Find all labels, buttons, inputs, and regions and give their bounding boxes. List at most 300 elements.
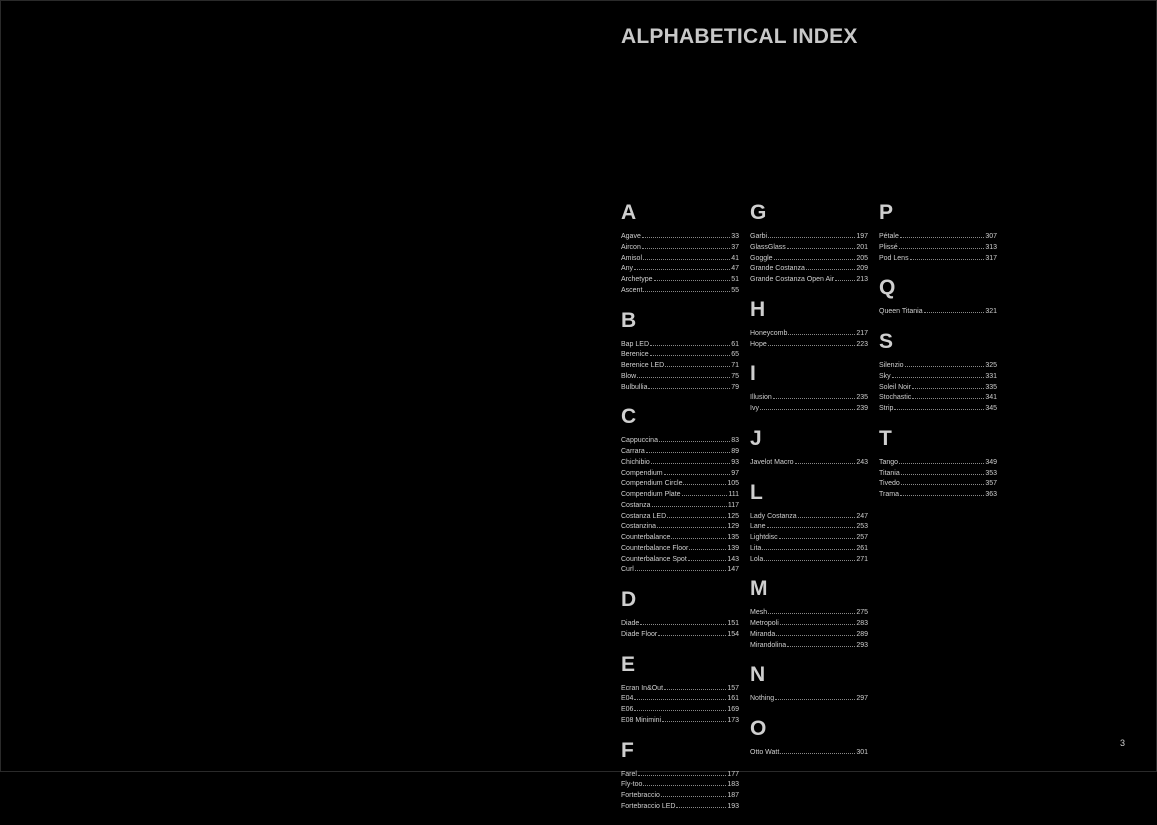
dot-leader [650, 339, 730, 346]
entry-name: Berenice LED [621, 362, 665, 369]
entry-page-number: 129 [727, 523, 739, 531]
entry-name: Diade [621, 620, 640, 627]
entry-name: Blow [621, 372, 637, 380]
dot-leader [774, 253, 856, 260]
dot-leader [892, 371, 985, 378]
dot-leader [912, 392, 984, 399]
entry-page-number: 261 [856, 544, 868, 552]
dot-leader [910, 253, 985, 260]
entry-page-number: 41 [731, 254, 739, 262]
entry-name: GlassGlass [750, 243, 786, 251]
entry-page-number: 157 [727, 684, 739, 692]
entry-name: Miranda [750, 630, 776, 638]
index-section [750, 201, 868, 285]
index-section [750, 362, 868, 414]
index-entry [621, 489, 739, 500]
dot-leader [905, 360, 985, 367]
dot-leader [924, 306, 985, 313]
index-entry [621, 618, 739, 629]
dot-leader [760, 403, 855, 410]
dot-leader [664, 468, 731, 475]
entry-page-number: 243 [856, 458, 868, 466]
index-entry [621, 478, 739, 489]
dot-leader [662, 715, 726, 722]
entry-page-number: 293 [856, 641, 868, 649]
index-section [750, 298, 868, 350]
dot-leader [646, 446, 730, 453]
entry-name: Compendium [621, 469, 663, 477]
index-entry [750, 521, 868, 532]
entry-name: Grande Costanza [750, 265, 805, 273]
entry-name: Queen Titania [879, 308, 923, 316]
entry-page-number: 363 [985, 491, 997, 498]
entry-name: Curl [621, 566, 634, 574]
section-letter: H [750, 297, 766, 321]
index-entry [621, 231, 739, 242]
dot-leader [806, 263, 855, 270]
dot-leader [648, 382, 730, 389]
index-column-1 [621, 201, 739, 825]
entry-name: Lady Costanza [750, 512, 797, 520]
entry-name: Trama [879, 491, 899, 498]
entry-name: Mirandolina [750, 641, 787, 649]
entry-page-number: 187 [727, 792, 739, 799]
dot-leader [689, 543, 726, 550]
section-letter: Q [879, 276, 896, 300]
entry-page-number: 135 [727, 534, 739, 541]
dot-leader [795, 457, 856, 464]
section-letter: L [750, 480, 763, 504]
index-entry [621, 468, 739, 479]
entry-name: E04 [621, 695, 634, 703]
entry-page-number: 197 [856, 233, 868, 240]
dot-leader [638, 769, 726, 776]
index-section [621, 405, 739, 575]
dot-leader [899, 242, 985, 249]
entry-page-number: 173 [727, 716, 739, 724]
entry-page-number: 297 [856, 695, 868, 703]
entry-page-number: 37 [731, 243, 739, 251]
dot-leader [634, 693, 726, 700]
dot-leader [643, 253, 730, 260]
entry-page-number: 239 [856, 405, 868, 412]
entry-name: Stochastic [879, 394, 912, 402]
entry-name: Nothing [750, 695, 775, 703]
index-entry [621, 349, 739, 360]
entry-page-number: 125 [727, 512, 739, 520]
entry-name: Bulbullia [621, 383, 648, 391]
index-entry [879, 403, 997, 414]
index-entry [621, 511, 739, 522]
index-entry [621, 564, 739, 575]
entry-name: Garbi [750, 233, 768, 240]
entry-name: Agave [621, 233, 641, 240]
dot-leader [899, 457, 984, 464]
dot-leader [798, 511, 856, 518]
index-entry [750, 747, 868, 758]
index-entry [621, 704, 739, 715]
index-section [879, 330, 997, 414]
entry-name: Cappuccina [621, 437, 658, 445]
dot-leader [788, 328, 855, 335]
entry-page-number: 83 [731, 437, 739, 445]
entry-page-number: 75 [731, 372, 739, 380]
entry-page-number: 55 [731, 286, 739, 294]
section-letter: D [621, 588, 637, 611]
dot-leader [835, 274, 855, 281]
entry-name: Fortebraccio [621, 792, 660, 799]
entry-name: Ecran In&Out [621, 684, 664, 692]
entry-name: Plissé [879, 243, 898, 251]
index-entry [750, 403, 868, 414]
entry-page-number: 289 [856, 630, 868, 638]
entry-page-number: 161 [727, 695, 739, 703]
index-entry [879, 231, 997, 242]
dot-leader [688, 554, 727, 561]
entry-page-number: 349 [985, 458, 997, 466]
index-entry [879, 478, 997, 489]
index-section [750, 717, 868, 758]
index-entry [879, 242, 997, 253]
entry-page-number: 357 [985, 480, 997, 488]
entry-name: Silenzio [879, 362, 904, 369]
dot-leader [900, 489, 984, 496]
entry-page-number: 283 [856, 620, 868, 627]
section-letter: N [750, 663, 766, 687]
index-entry [879, 457, 997, 468]
entry-name: Otto Watt [750, 749, 780, 756]
index-entry [621, 339, 739, 350]
entry-page-number: 51 [731, 276, 739, 283]
entry-page-number: 301 [856, 749, 868, 756]
entry-page-number: 335 [985, 383, 997, 391]
entry-page-number: 313 [985, 243, 997, 251]
index-entry [621, 683, 739, 694]
entry-page-number: 33 [731, 233, 739, 240]
dot-leader [643, 779, 726, 786]
index-entry [879, 392, 997, 403]
dot-leader [773, 392, 856, 399]
dot-leader [634, 263, 730, 270]
entry-page-number: 331 [985, 372, 997, 380]
index-entry [621, 360, 739, 371]
section-letter: F [621, 738, 634, 762]
entry-page-number: 201 [856, 243, 868, 251]
index-entry [621, 371, 739, 382]
entry-name: Compendium Plate [621, 491, 681, 498]
entry-name: Bap LED [621, 340, 650, 348]
index-section [621, 739, 739, 812]
entry-name: Goggle [750, 254, 773, 262]
dot-leader [767, 521, 856, 528]
dot-leader [676, 801, 726, 808]
index-section [750, 577, 868, 650]
index-section [621, 309, 739, 393]
section-letter: G [750, 201, 767, 224]
index-entry [621, 285, 739, 296]
entry-page-number: 235 [856, 394, 868, 402]
index-entry [879, 306, 997, 317]
entry-name: E06 [621, 706, 634, 713]
entry-page-number: 321 [985, 308, 997, 316]
dot-leader [787, 640, 855, 647]
entry-page-number: 154 [727, 630, 739, 638]
dot-leader [651, 457, 730, 464]
dot-leader [634, 704, 726, 711]
entry-name: Honeycomb [750, 329, 788, 337]
entry-name: Sky [879, 372, 891, 380]
index-entry [621, 693, 739, 704]
index-entry [750, 231, 868, 242]
index-entry [621, 801, 739, 812]
entry-name: Amisol [621, 254, 643, 262]
entry-name: Costanza [621, 501, 651, 509]
index-entry [621, 629, 739, 640]
entry-name: Lola [750, 555, 764, 563]
index-entry [879, 371, 997, 382]
dot-leader [901, 468, 985, 475]
index-entry [879, 382, 997, 393]
index-entry [621, 457, 739, 468]
entry-page-number: 247 [856, 512, 868, 520]
dot-leader [640, 618, 726, 625]
entry-page-number: 105 [727, 480, 739, 488]
section-letter: O [750, 717, 767, 740]
entry-page-number: 253 [856, 523, 868, 531]
entry-name: Mesh [750, 609, 768, 617]
dot-leader [650, 349, 731, 356]
index-entry [750, 457, 868, 468]
entry-name: Pod Lens [879, 254, 909, 262]
index-entry [750, 607, 868, 618]
section-letter: P [879, 201, 894, 224]
index-entry [750, 554, 868, 565]
entry-page-number: 169 [727, 706, 739, 713]
entry-page-number: 111 [728, 491, 739, 498]
index-entry [621, 521, 739, 532]
entry-name: Costanza LED [621, 512, 667, 520]
index-section [750, 481, 868, 565]
entry-name: Strip [879, 405, 894, 412]
dot-leader [667, 511, 726, 518]
dot-leader [779, 532, 856, 539]
index-section [621, 653, 739, 726]
entry-page-number: 89 [731, 448, 739, 455]
entry-page-number: 61 [731, 340, 739, 348]
index-column-2 [750, 201, 868, 771]
dot-leader [682, 489, 728, 496]
section-letter: E [621, 652, 636, 676]
index-entry [879, 489, 997, 500]
index-entry [621, 715, 739, 726]
dot-leader [657, 521, 726, 528]
entry-name: Tivedo [879, 480, 900, 488]
index-entry [750, 274, 868, 285]
dot-leader [900, 231, 984, 238]
index-entry [621, 382, 739, 393]
entry-page-number: 257 [856, 534, 868, 541]
index-entry [750, 392, 868, 403]
entry-page-number: 307 [985, 233, 997, 240]
entry-name: Any [621, 265, 634, 273]
index-entry [621, 446, 739, 457]
index-entry [879, 360, 997, 371]
index-entry [750, 511, 868, 522]
dot-leader [665, 360, 730, 367]
page-number: 3 [1120, 738, 1126, 748]
dot-leader [642, 231, 730, 238]
index-entry [621, 274, 739, 285]
index-entry [621, 263, 739, 274]
entry-name: Grande Costanza Open Air [750, 276, 835, 283]
entry-name: Aircon [621, 243, 641, 251]
dot-leader [894, 403, 984, 410]
entry-page-number: 139 [727, 544, 739, 552]
dot-leader [780, 747, 855, 754]
entry-page-number: 117 [727, 501, 739, 509]
dot-leader [635, 564, 726, 571]
index-entry [879, 253, 997, 264]
entry-name: Fly-too [621, 781, 643, 789]
index-section [750, 663, 868, 704]
entry-name: Fortebraccio LED [621, 802, 676, 810]
entry-name: Lane [750, 523, 766, 531]
entry-name: Ivy [750, 405, 759, 412]
index-section [879, 201, 997, 263]
dot-leader [901, 478, 985, 485]
entry-name: Metropoli [750, 620, 779, 627]
entry-page-number: 213 [856, 276, 868, 283]
dot-leader [664, 683, 726, 690]
index-entry [621, 543, 739, 554]
index-entry [621, 253, 739, 264]
entry-page-number: 71 [731, 362, 739, 369]
entry-name: Pétale [879, 233, 899, 240]
section-letter: T [879, 426, 892, 450]
dot-leader [659, 435, 730, 442]
index-entry [879, 468, 997, 479]
entry-page-number: 143 [727, 555, 739, 563]
entry-name: Farel [621, 770, 637, 778]
entry-name: Illusion [750, 394, 772, 402]
dot-leader [661, 790, 726, 797]
section-letter: A [621, 201, 637, 224]
entry-page-number: 345 [985, 405, 997, 412]
dot-leader [768, 231, 855, 238]
index-entry [750, 253, 868, 264]
dot-leader [787, 242, 856, 249]
entry-name: Chichibio [621, 458, 650, 466]
dot-leader [683, 478, 726, 485]
index-entry [750, 640, 868, 651]
section-letter: J [750, 426, 762, 450]
index-entry [621, 500, 739, 511]
index-entry [621, 242, 739, 253]
index-entry [750, 242, 868, 253]
entry-page-number: 325 [985, 362, 997, 369]
entry-name: Hope [750, 340, 767, 348]
dot-leader [637, 371, 730, 378]
index-entry [621, 435, 739, 446]
dot-leader [671, 532, 726, 539]
dot-leader [642, 242, 730, 249]
entry-page-number: 147 [727, 566, 739, 574]
dot-leader [768, 607, 855, 614]
section-letter: I [750, 362, 756, 386]
index-entry [750, 629, 868, 640]
entry-name: Lita [750, 544, 762, 552]
dot-leader [775, 693, 855, 700]
entry-name: Counterbalance [621, 534, 671, 541]
index-section [621, 588, 739, 640]
index-entry [621, 779, 739, 790]
entry-page-number: 151 [727, 620, 739, 627]
entry-page-number: 47 [731, 265, 739, 273]
dot-leader [768, 339, 856, 346]
index-entry [750, 543, 868, 554]
index-section [621, 201, 739, 296]
entry-name: Berenice [621, 351, 649, 359]
entry-page-number: 205 [856, 254, 868, 262]
entry-name: Archetype [621, 276, 653, 283]
index-entry [621, 769, 739, 780]
section-letter: M [750, 577, 768, 601]
entry-page-number: 209 [856, 265, 868, 273]
entry-page-number: 93 [731, 458, 739, 466]
page-title: ALPHABETICAL INDEX [621, 25, 858, 48]
index-entry [750, 532, 868, 543]
dot-leader [652, 500, 727, 507]
index-entry [750, 693, 868, 704]
entry-page-number: 353 [985, 469, 997, 477]
index-section [750, 427, 868, 468]
entry-name: Carrara [621, 448, 645, 455]
entry-name: Javelot Macro [750, 458, 794, 466]
dot-leader [776, 629, 855, 636]
index-entry [621, 790, 739, 801]
entry-page-number: 271 [856, 555, 868, 563]
index-entry [750, 328, 868, 339]
entry-name: Counterbalance Floor [621, 544, 689, 552]
entry-page-number: 97 [731, 469, 739, 477]
entry-name: Tango [879, 458, 899, 466]
section-letter: C [621, 405, 637, 429]
entry-name: Ascent [621, 286, 643, 294]
entry-name: Lightdisc [750, 534, 778, 541]
dot-leader [643, 285, 730, 292]
entry-page-number: 317 [985, 254, 997, 262]
index-entry [750, 618, 868, 629]
dot-leader [764, 554, 855, 561]
entry-page-number: 223 [856, 340, 868, 348]
entry-page-number: 275 [856, 609, 868, 617]
dot-leader [762, 543, 855, 550]
dot-leader [780, 618, 856, 625]
entry-name: Counterbalance Spot [621, 555, 687, 563]
entry-page-number: 79 [731, 383, 739, 391]
dot-leader [912, 382, 984, 389]
index-section [879, 427, 997, 500]
section-letter: B [621, 308, 637, 332]
index-section [879, 276, 997, 317]
entry-name: Costanzina [621, 523, 657, 531]
entry-page-number: 217 [856, 329, 868, 337]
entry-page-number: 193 [727, 802, 739, 810]
dot-leader [658, 629, 726, 636]
entry-page-number: 341 [985, 394, 997, 402]
entry-page-number: 183 [727, 781, 739, 789]
entry-name: E08 Minimini [621, 716, 662, 724]
